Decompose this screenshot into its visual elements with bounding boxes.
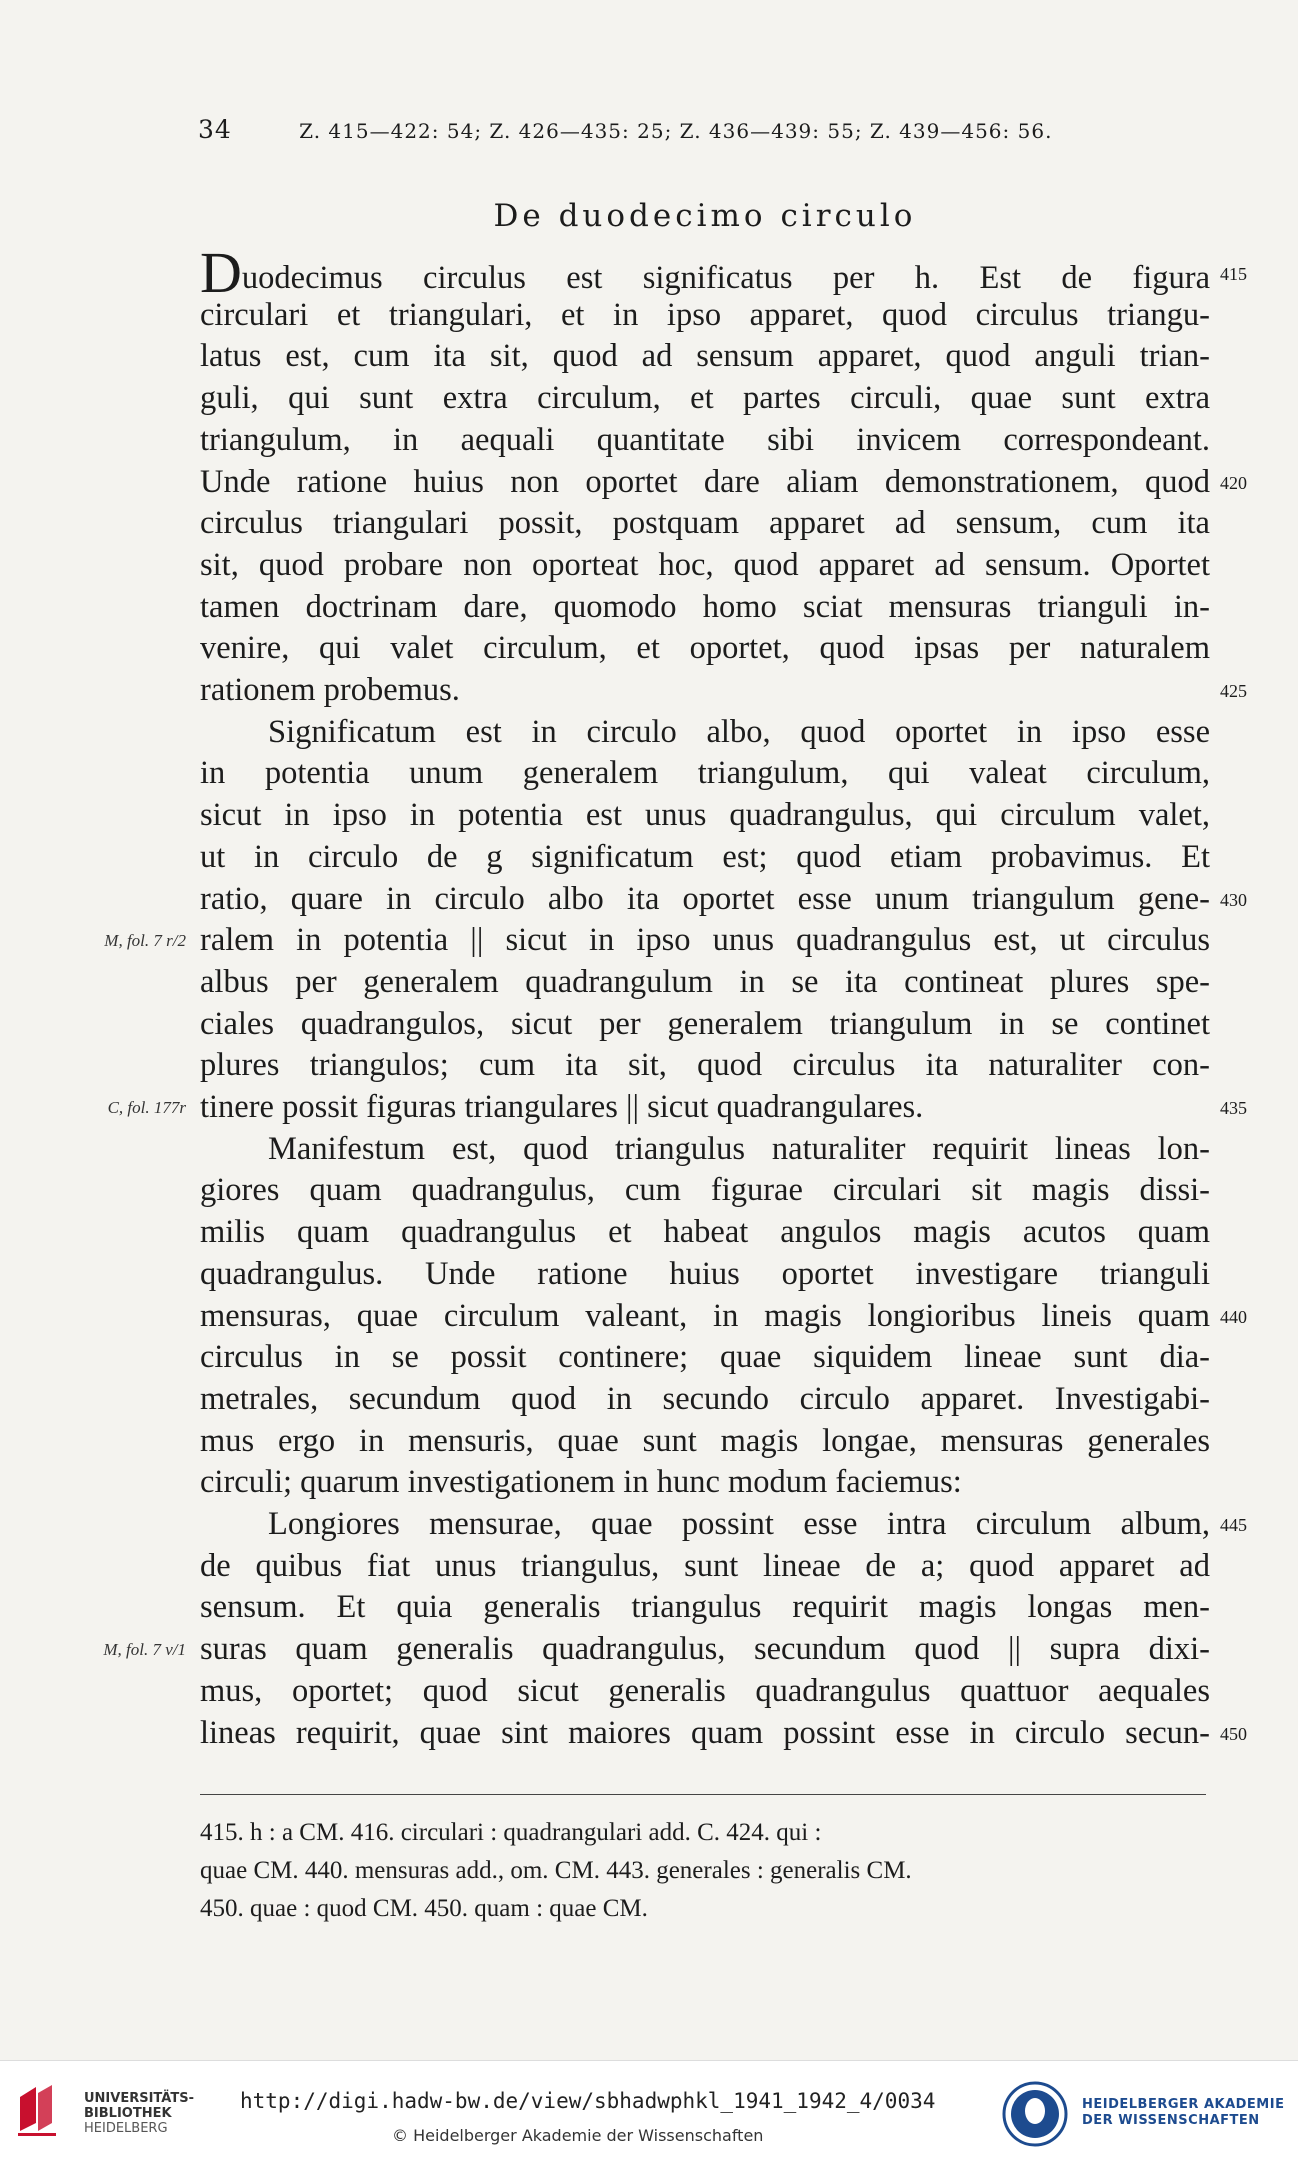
line-number: 415 [1220,264,1247,284]
text-line [200,1545,1210,1587]
text-line-content: Significatum est in circulo albo, quod oportet in ipso esse [268,713,1210,750]
footnote-line: 450. quae : quod CM. 450. quam : quae CM. [200,1895,648,1922]
text-line-content: uodecimus circulus est significatus per h. Est de figura [241,260,1210,296]
text-line [200,1253,1210,1295]
text-line [200,1461,1210,1503]
line-number: 420 [1220,472,1247,493]
line-number: 435 [1220,1098,1247,1118]
line-number: 445 [1220,1515,1247,1535]
margin-note: M, fol. 7 r/2 [104,931,186,951]
text-line [200,836,1210,878]
text-line [200,335,1210,377]
text-line-content: sensum. Et quia generalis triangulus requirit magis longas men- [200,1589,1210,1626]
drop-cap: D [200,240,242,305]
line-number: 430 [1220,889,1247,910]
text-line [200,711,1210,753]
text-line-content: mus, oportet; quod sicut generalis quadrangulus quattuor aequales [200,1672,1210,1709]
text-line [200,794,1210,836]
text-line-content: plures triangulos; cum ita sit, quod circulus ita naturaliter con- [200,1047,1210,1084]
text-line [200,1336,1210,1378]
text-line [200,1628,1210,1670]
section-title: De duodecimo circulo [493,198,917,234]
text-line [200,461,1210,503]
text-line-content: ciales quadrangulos, sicut per generalem triangulum in se continet [200,1005,1210,1042]
text-line-content: ralem in potentia || sicut in ipso unus quadrangulus est, ut circulus [200,922,1210,959]
text-line [200,1503,1210,1545]
text-line [200,1295,1210,1337]
line-number: 425 [1220,681,1247,701]
text-line-content: albus per generalem quadrangulum in se ita contineat plures spe- [200,963,1210,1000]
running-head [198,115,1208,144]
text-line-content: quadrangulus. Unde ratione huius oportet investigare trianguli [200,1255,1210,1292]
text-line [200,752,1210,794]
text-line [200,1086,1210,1128]
footnote-rule [200,1794,1206,1795]
text-line-content: de quibus fiat unus triangulus, sunt lineae de a; quod apparet ad [200,1547,1210,1584]
text-line [200,919,1210,961]
text-line [200,1420,1210,1462]
text-line [200,1670,1210,1712]
text-line-content: tamen doctrinam dare, quomodo homo sciat mensuras trianguli in- [200,588,1210,625]
text-line-content: sit, quod probare non oporteat hoc, quod apparet ad sensum. Oportet [200,546,1210,583]
permalink-url[interactable]: http://digi.hadw-bw.de/view/sbhadwphkl_1941_1942_4/0034 [240,2089,936,2113]
academy-seal-icon [1002,2081,1068,2147]
text-line-content: venire, qui valet circulum, et oportet, quod ipsas per naturalem [200,630,1210,667]
text-line [200,586,1210,628]
text-line-content: ratio, quare in circulo albo ita oportet esse unum triangulum gene- [200,880,1210,917]
text-line [200,544,1210,586]
text-line-content: latus est, cum ita sit, quod ad sensum apparet, quod anguli trian- [200,338,1210,375]
text-line-content: Unde ratione huius non oportet dare aliam demonstrationem, quod [200,463,1210,500]
margin-note: C, fol. 177r [107,1098,186,1117]
text-line [200,1712,1210,1754]
text-line-content: guli, qui sunt extra circulum, et partes circuli, quae sunt extra [200,380,1210,417]
text-line [200,878,1210,920]
text-line-content: sicut in ipso in potentia est unus quadrangulus, qui circulum valet, [200,797,1210,834]
margin-note: M, fol. 7 v/1 [103,1640,186,1660]
text-line [200,1003,1210,1045]
text-line [200,669,1210,711]
copyright-notice: © Heidelberger Akademie der Wissenschaften [392,2126,764,2145]
text-line [200,294,1210,336]
text-line-content: circuli; quarum investigationem in hunc modum faciemus: [200,1464,962,1501]
text-line [200,419,1210,461]
text-line [200,1128,1210,1170]
text-line [200,1169,1210,1211]
text-line-content: tinere possit figuras triangulares || sicut quadrangulares. [200,1089,924,1125]
text-line-content: suras quam generalis quadrangulus, secundum quod || supra dixi- [200,1631,1210,1668]
text-line [200,1586,1210,1628]
running-title: Z. 415—422: 54; Z. 426—435: 25; Z. 436—439: 55; Z. 439—456: 56. [299,119,1053,143]
text-line-content: rationem probemus. [200,672,460,708]
university-library-name: UNIVERSITÄTS- BIBLIOTHEK HEIDELBERG [84,2091,194,2136]
text-line-content: giores quam quadrangulus, cum figurae circulari sit magis dissi- [200,1172,1210,1209]
text-line-content: ut in circulo de g significatum est; quod etiam probavimus. Et [200,838,1210,875]
text-line-content: mus ergo in mensuris, quae sunt magis longae, mensuras generales [200,1422,1210,1459]
text-line-content: lineas requirit, quae sint maiores quam possint esse in circulo secun- [200,1714,1210,1751]
footnote-line: 415. h : a CM. 416. circulari : quadrangulari add. C. 424. qui : [200,1819,822,1846]
text-line-content: metrales, secundum quod in secundo circulo apparet. Investigabi- [200,1380,1210,1417]
text-line-content: mensuras, quae circulum valeant, in magis longioribus lineis quam [200,1297,1210,1334]
text-line-content: circulus triangulari possit, postquam apparet ad sensum, cum ita [200,505,1210,542]
text-line [200,377,1210,419]
text-line [200,961,1210,1003]
text-line [200,627,1210,669]
text-line-content: circulari et triangulari, et in ipso apparet, quod circulus triangu- [200,296,1210,333]
line-number: 450 [1220,1723,1247,1744]
university-library-logo-icon [12,2079,74,2141]
academy-name: HEIDELBERGER AKADEMIE DER WISSENSCHAFTEN [1082,2097,1285,2128]
viewer-footer [0,2060,1298,2160]
text-line [200,1211,1210,1253]
line-number: 440 [1220,1306,1247,1327]
text-line-content: Longiores mensurae, quae possint esse intra circulum album, [268,1506,1210,1542]
text-line [200,502,1210,544]
text-line-content: circulus in se possit continere; quae siquidem lineae sunt dia- [200,1339,1210,1376]
footnotes [200,1814,1210,1928]
text-line [200,240,1210,305]
text-line [200,1044,1210,1086]
footnote-line: quae CM. 440. mensuras add., om. CM. 443. generales : generalis CM. [200,1857,912,1884]
page-number: 34 [198,115,232,144]
text-line [200,1378,1210,1420]
text-line-content: triangulum, in aequali quantitate sibi invicem correspondeant. [200,421,1210,458]
text-line-content: milis quam quadrangulus et habeat angulos magis acutos quam [200,1214,1210,1251]
text-line-content: Manifestum est, quod triangulus naturaliter requirit lineas lon- [268,1130,1210,1167]
text-line-content: in potentia unum generalem triangulum, qui valeat circulum, [200,755,1210,792]
